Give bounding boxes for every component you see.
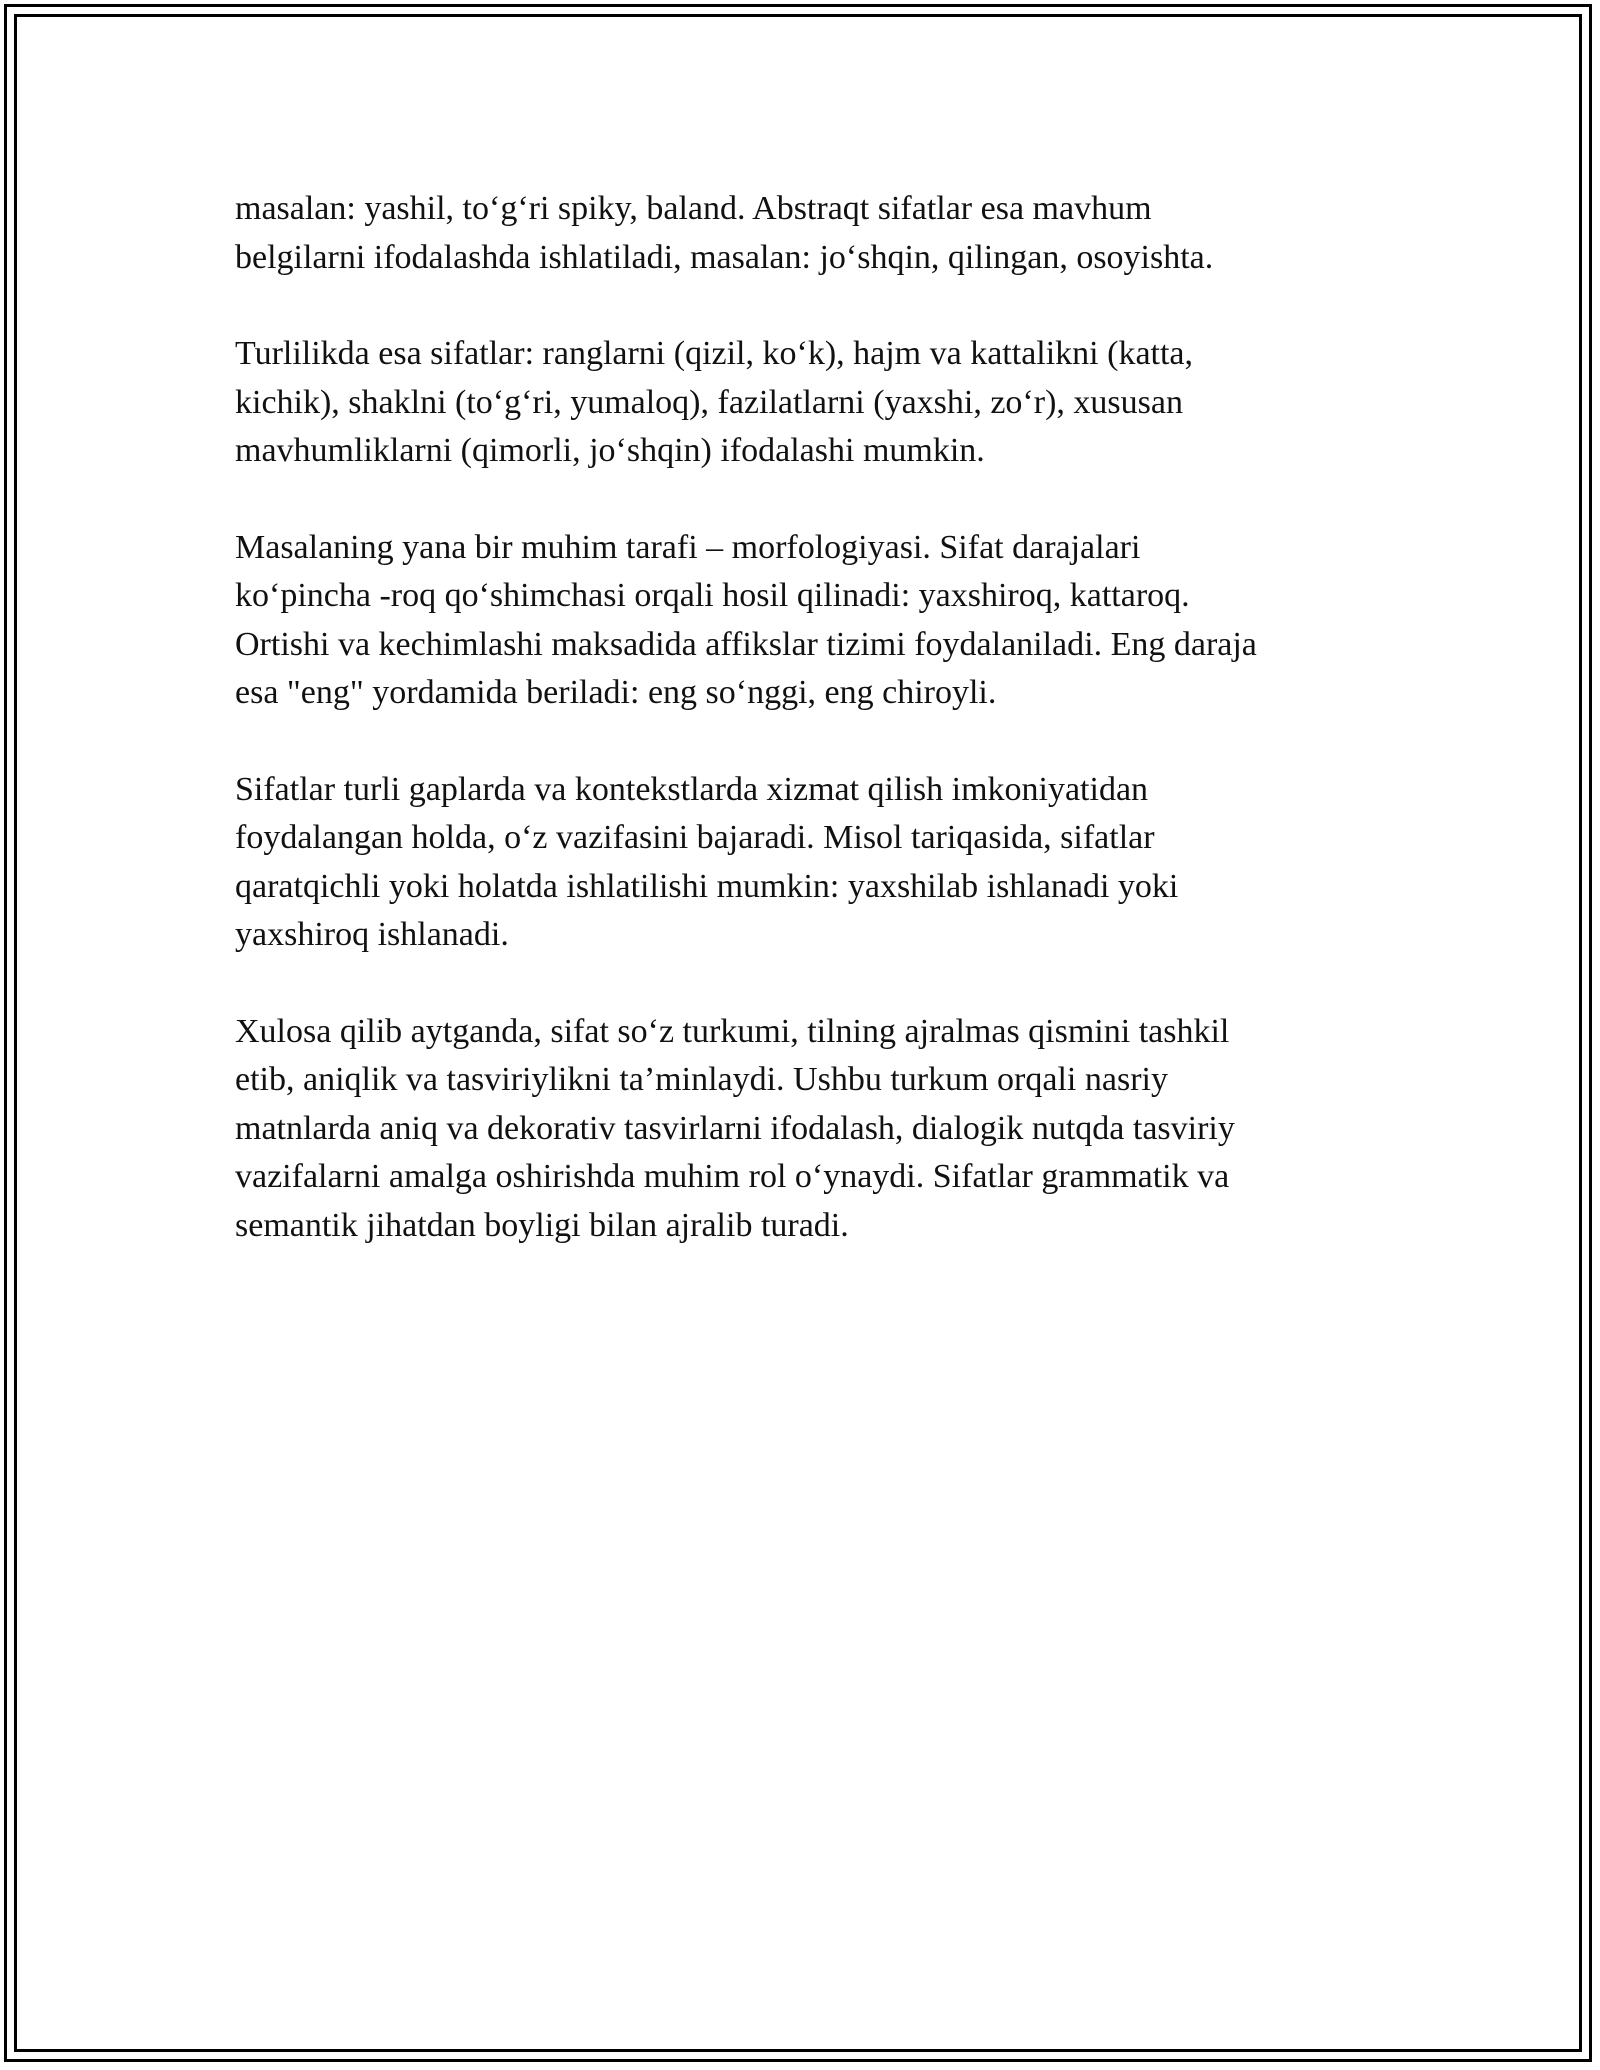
text-line: Ortishi va kechimlashi maksadida affikslar tizimi foydalaniladi. Eng daraja (235, 625, 1257, 663)
paragraph-5 (235, 1008, 1365, 1251)
text-line: Turlilikda esa sifatlar: ranglarni (qizil, ko‘k), hajm va kattalikni (katta, (235, 335, 1194, 372)
text-line: kichik), shaklni (to‘g‘ri, yumaloq), fazilatlarni (yaxshi, zo‘r), xususan (235, 383, 1183, 421)
paragraph-1 (235, 185, 1365, 282)
document-body (235, 185, 1365, 1298)
text-line: vazifalarni amalga oshirishda muhim rol o‘ynaydi. Sifatlar grammatik va (235, 1158, 1230, 1195)
text-line: yaxshiroq ishlanadi. (235, 916, 509, 953)
paragraph-2 (235, 330, 1365, 476)
text-line: ko‘pincha -roq qo‘shimchasi orqali hosil qilinadi: yaxshiroq, kattaroq. (235, 577, 1190, 614)
text-line: foydalangan holda, o‘z vazifasini bajaradi. Misol tariqasida, sifatlar (235, 819, 1155, 856)
text-line: etib, aniqlik va tasviriylikni ta’minlaydi. Ushbu turkum orqali nasriy (235, 1061, 1168, 1098)
text-line: belgilarni ifodalashda ishlatiladi, masalan: jo‘shqin, qilingan, osoyishta. (235, 238, 1214, 276)
text-line: Sifatlar turli gaplarda va kontekstlarda xizmat qilish imkoniyatidan (235, 770, 1149, 808)
text-line: Masalaning yana bir muhim tarafi – morfologiyasi. Sifat darajalari (235, 528, 1141, 566)
text-line: semantik jihatdan boyligi bilan ajralib turadi. (235, 1206, 849, 1244)
paragraph-4 (235, 766, 1365, 960)
text-line: qaratqichli yoki holatda ishlatilishi mumkin: yaxshilab ishlanadi yoki (235, 867, 1179, 905)
text-line: Xulosa qilib aytganda, sifat so‘z turkumi, tilning ajralmas qismini tashkil (235, 1012, 1230, 1050)
text-line: esa "eng" yordamida beriladi: eng so‘nggi, eng chiroyli. (235, 674, 997, 711)
text-line: mavhumliklarni (qimorli, jo‘shqin) ifodalashi mumkin. (235, 432, 985, 469)
text-line: masalan: yashil, to‘g‘ri spiky, baland. Abstraqt sifatlar esa mavhum (235, 190, 1152, 227)
paragraph-3 (235, 524, 1365, 718)
text-line: matnlarda aniq va dekorativ tasvirlarni ifodalash, dialogik nutqda tasviriy (235, 1109, 1235, 1147)
